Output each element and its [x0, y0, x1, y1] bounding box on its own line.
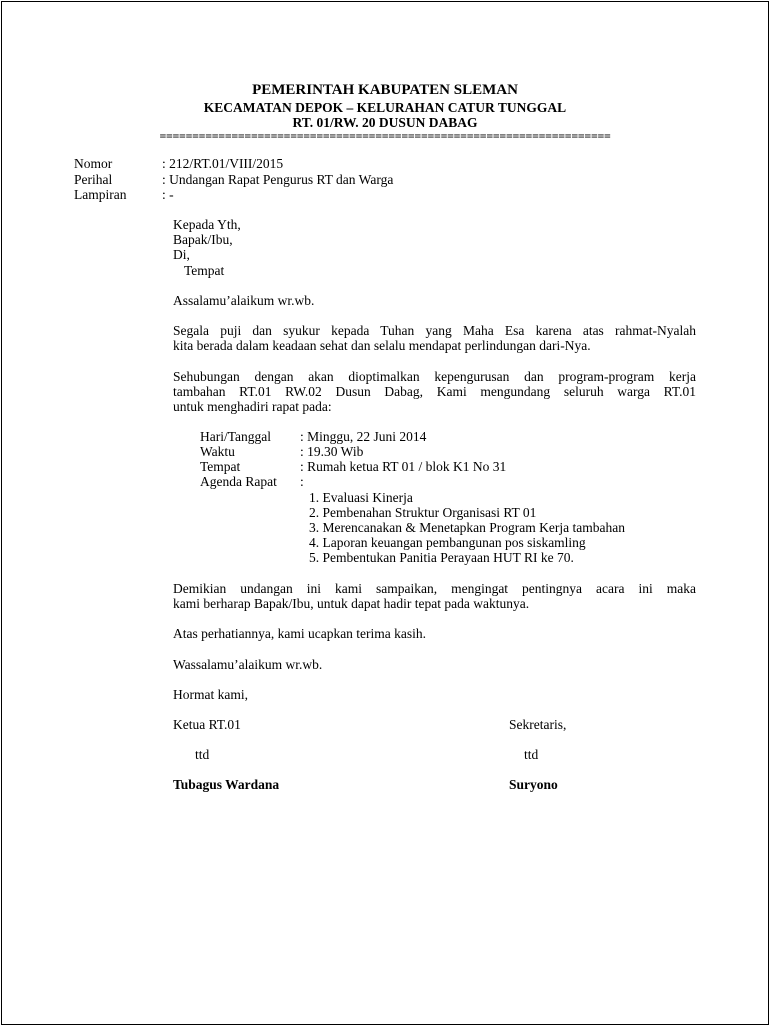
agenda-item: 1. Evaluasi Kinerja	[309, 490, 413, 505]
paragraph-1-line-1: Segala puji dan syukur kepada Tuhan yang Maha Esa karena atas rahmat-Nyalah	[173, 323, 696, 338]
letterhead-line-2: KECAMATAN DEPOK – KELURAHAN CATUR TUNGGAL	[203, 100, 567, 115]
paragraph-3	[173, 581, 696, 611]
paragraph-1-line-2: kita berada dalam keadaan sehat dan selalu mendapat perlindungan dari-Nya.	[173, 338, 591, 353]
schedule-label-place: Tempat	[200, 459, 241, 474]
paragraph-2-line-3: untuk menghadiri rapat pada:	[173, 399, 332, 414]
letter-page	[1, 1, 769, 1025]
schedule-value-agenda: :	[300, 474, 304, 489]
paragraph-3-line-2: kami berharap Bapak/Ibu, untuk dapat hadir tepat pada waktunya.	[173, 596, 530, 611]
greeting: Assalamu’alaikum wr.wb.	[173, 293, 315, 308]
letterhead-rule: =====================================================================	[159, 129, 611, 143]
letterhead-line-1: PEMERINTAH KABUPATEN SLEMAN	[252, 82, 518, 98]
agenda-item: 2. Pembenahan Struktur Organisasi RT 01	[309, 505, 537, 520]
schedule-value-time: : 19.30 Wib	[300, 444, 364, 459]
signature-left-name: Tubagus Wardana	[173, 777, 280, 792]
paragraph-2-line-2: tambahan RT.01 RW.02 Dusun Dabag, Kami mengundang seluruh warga RT.01	[173, 384, 696, 399]
thanks-line: Atas perhatiannya, kami ucapkan terima kasih.	[173, 626, 427, 641]
meta-value-lampiran: : -	[162, 187, 174, 202]
meta-value-nomor: : 212/RT.01/VIII/2015	[162, 156, 284, 171]
schedule-label-agenda: Agenda Rapat	[200, 474, 277, 489]
regards-line: Hormat kami,	[173, 687, 248, 702]
signature-left-role: Ketua RT.01	[173, 717, 241, 732]
signature-right-role: Sekretaris,	[509, 717, 567, 732]
paragraph-3-line-1: Demikian undangan ini kami sampaikan, mengingat pentingnya acara ini maka	[173, 581, 696, 596]
agenda-item: 5. Pembentukan Panitia Perayaan HUT RI ke 70.	[309, 550, 574, 565]
recipient-line-2: Bapak/Ibu,	[173, 232, 233, 247]
signature-left-mark: ttd	[195, 747, 210, 762]
paragraph-2	[173, 369, 696, 414]
schedule-label-date: Hari/Tanggal	[200, 429, 272, 444]
schedule-value-place: : Rumah ketua RT 01 / blok K1 No 31	[300, 459, 507, 474]
meta-label-nomor: Nomor	[74, 156, 113, 171]
paragraph-1	[173, 323, 696, 353]
signature-right-mark: ttd	[524, 747, 539, 762]
schedule-value-date: : Minggu, 22 Juni 2014	[300, 429, 427, 444]
agenda-item: 3. Merencanakan & Menetapkan Program Kerja tambahan	[309, 520, 625, 535]
meta-value-perihal: : Undangan Rapat Pengurus RT dan Warga	[162, 172, 394, 187]
recipient-line-1: Kepada Yth,	[173, 217, 241, 232]
paragraph-2-line-1: Sehubungan dengan akan dioptimalkan kepengurusan dan program-program kerja	[173, 369, 696, 384]
schedule-label-time: Waktu	[200, 444, 235, 459]
closing-greeting: Wassalamu’alaikum wr.wb.	[173, 657, 323, 672]
signature-right-name: Suryono	[509, 777, 558, 792]
letterhead-line-3: RT. 01/RW. 20 DUSUN DABAG	[292, 115, 478, 130]
agenda-item: 4. Laporan keuangan pembangunan pos siskamling	[309, 535, 586, 550]
meta-label-lampiran: Lampiran	[74, 187, 127, 202]
meta-label-perihal: Perihal	[74, 172, 113, 187]
recipient-line-3: Di,	[173, 247, 190, 262]
recipient-line-4: Tempat	[184, 263, 225, 278]
